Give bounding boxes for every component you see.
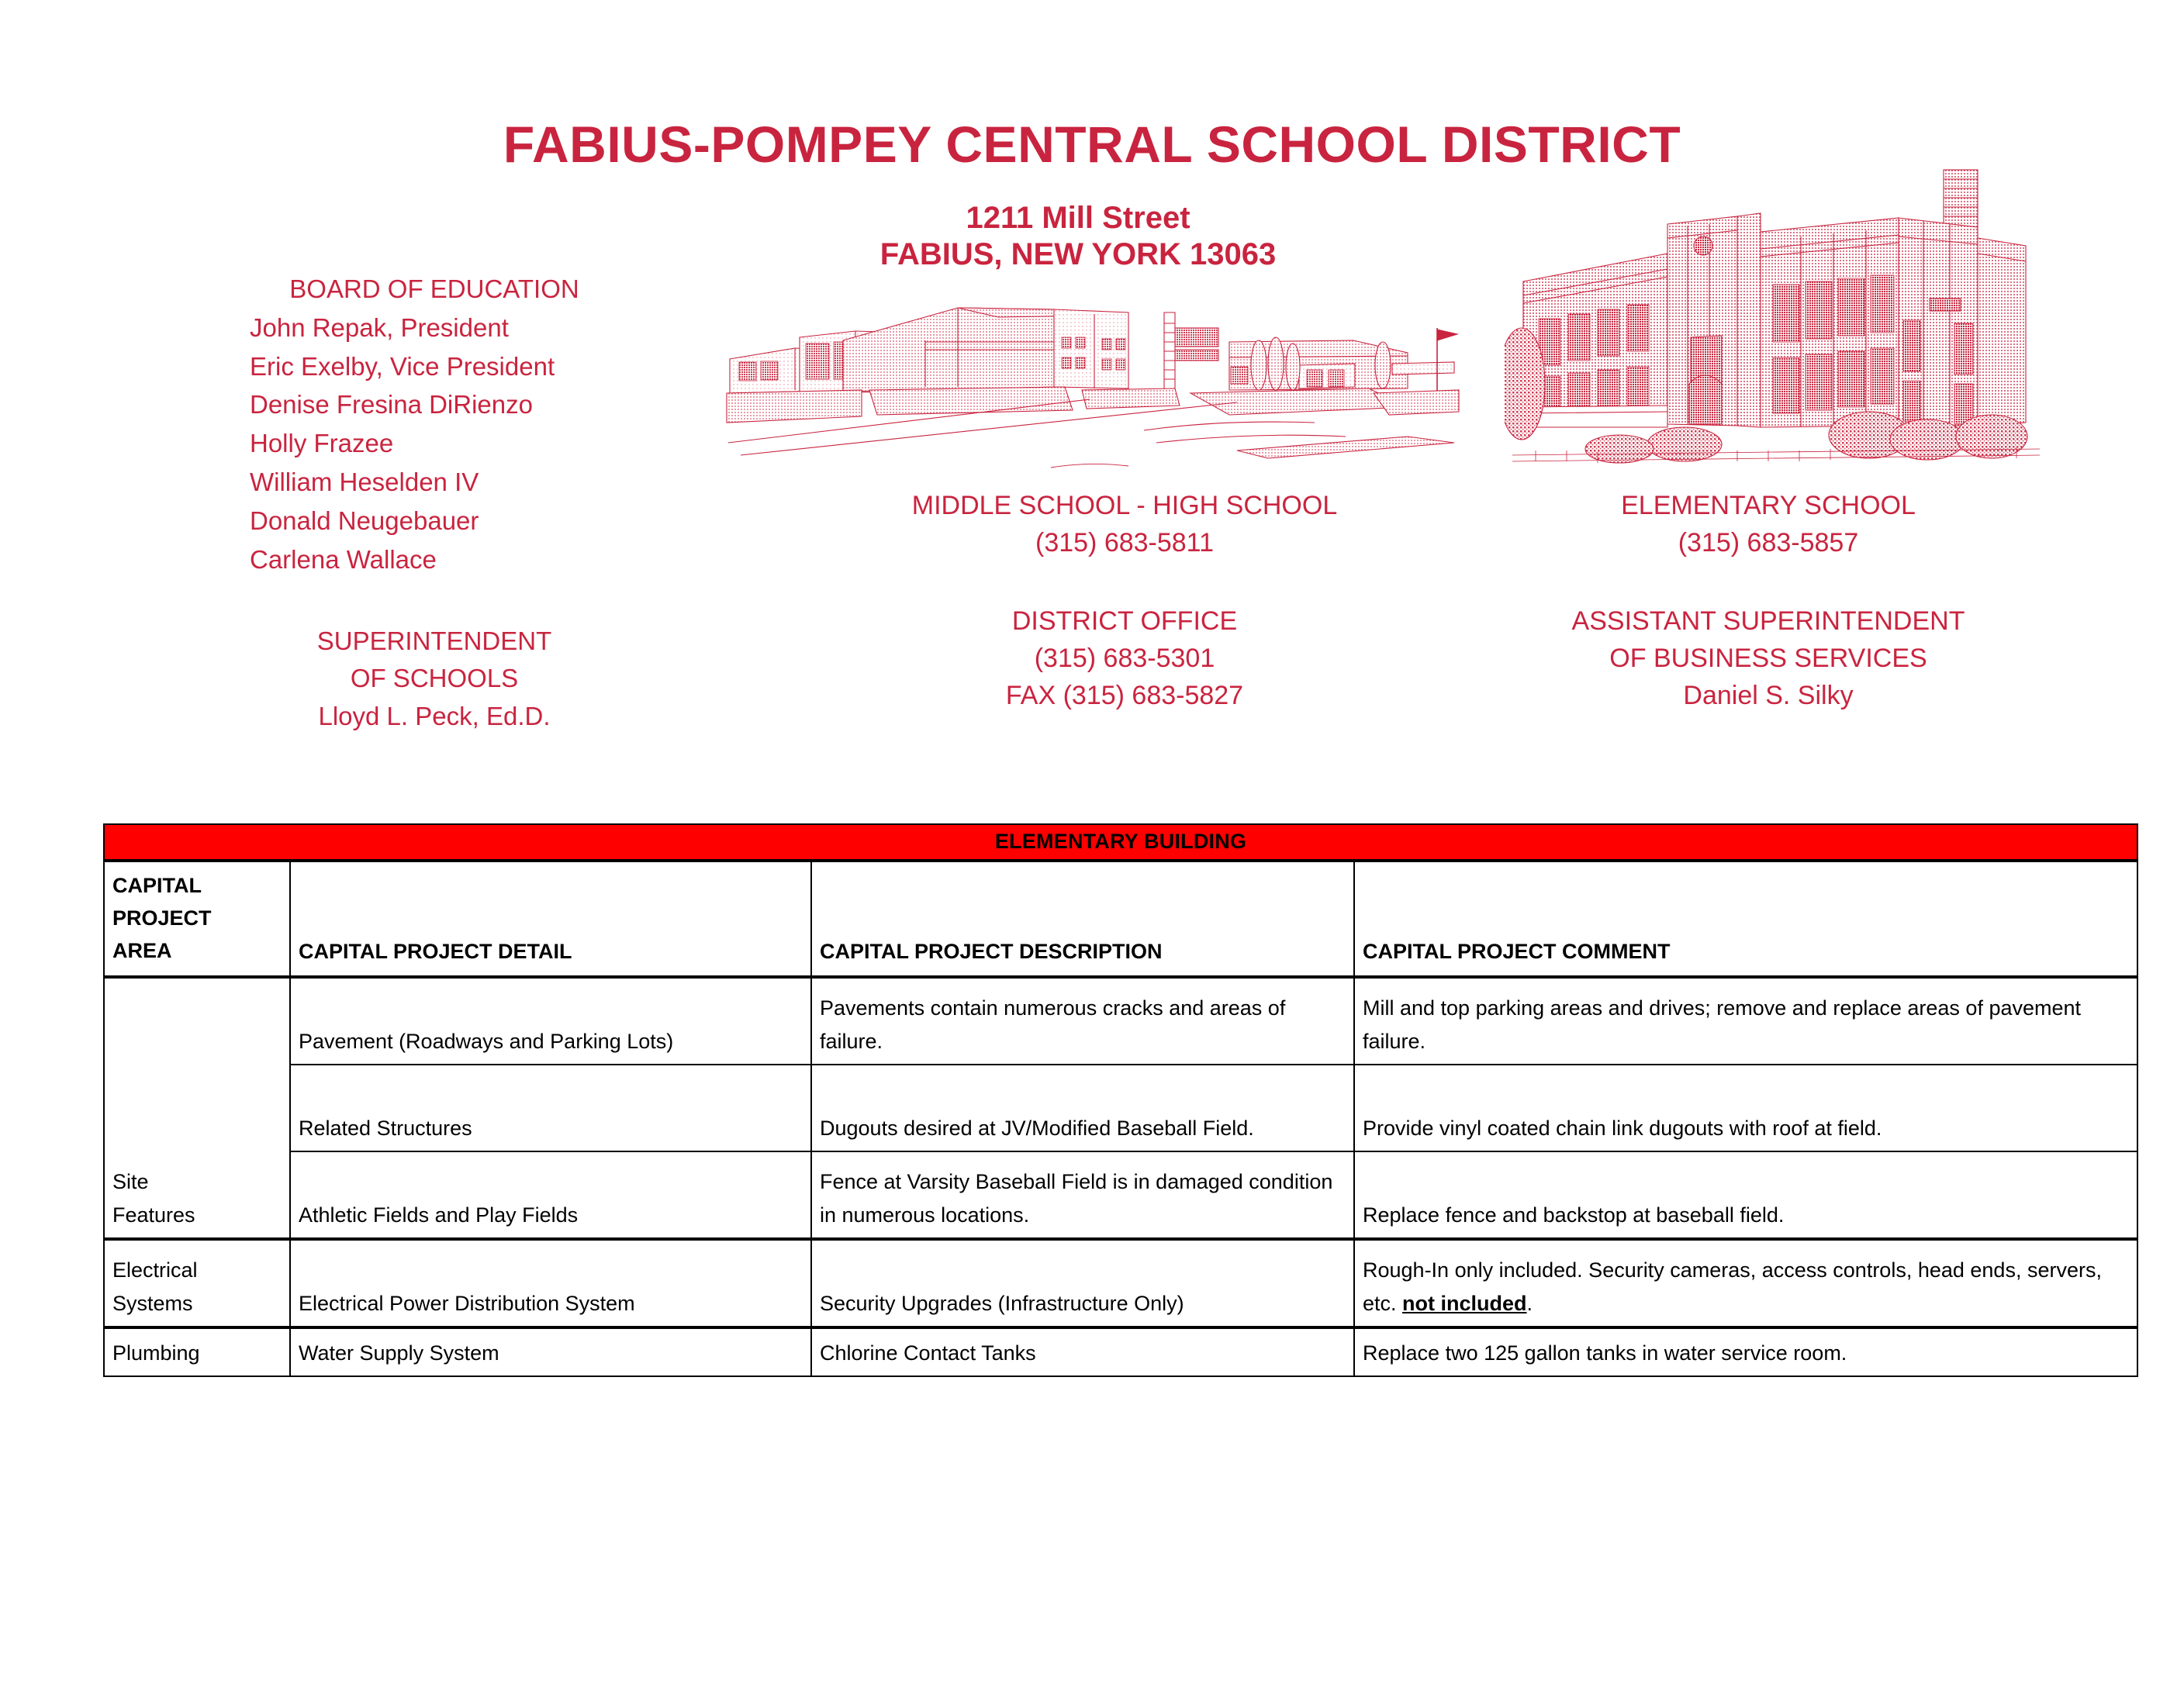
row-area-electrical-systems <box>104 1239 290 1327</box>
row-detail: Athletic Fields and Play Fields <box>290 1151 811 1239</box>
row-description: Dugouts desired at JV/Modified Baseball Field. <box>811 1065 1354 1151</box>
district-address <box>682 200 1474 273</box>
board-member: Denise Fresina DiRienzo <box>250 390 533 419</box>
superintendent-name: Lloyd L. Peck, Ed.D. <box>318 702 551 731</box>
district-office-label: DISTRICT OFFICE <box>1011 606 1238 636</box>
row-comment: Mill and top parking areas and drives; remove and replace areas of pavement failure. <box>1354 977 2137 1065</box>
row-comment: Replace fence and backstop at baseball field. <box>1354 1151 2137 1239</box>
middle-contact-column <box>791 487 1458 714</box>
row-detail: Pavement (Roadways and Parking Lots) <box>290 977 811 1065</box>
middle-high-school-label: MIDDLE SCHOOL - HIGH SCHOOL <box>911 491 1338 520</box>
superintendent-title-line2: OF SCHOOLS <box>350 664 519 693</box>
assistant-superintendent-title-line1: ASSISTANT SUPERINTENDENT <box>1571 606 1965 636</box>
assistant-superintendent-title-line2: OF BUSINESS SERVICES <box>1609 643 1927 673</box>
board-of-education-block <box>194 270 675 736</box>
column-header-capital-project-comment: CAPITAL PROJECT COMMENT <box>1354 861 2137 977</box>
board-of-education-heading: BOARD OF EDUCATION <box>289 274 579 303</box>
column-header-capital-project-description: CAPITAL PROJECT DESCRIPTION <box>811 861 1354 977</box>
superintendent-title-line1: SUPERINTENDENT <box>316 626 552 655</box>
address-city-state-zip: FABIUS, NEW YORK 13063 <box>879 237 1277 272</box>
row-description: Pavements contain numerous cracks and areas of failure. <box>811 977 1354 1065</box>
address-street: 1211 Mill Street <box>966 201 1190 235</box>
area-label-line2: Systems <box>112 1292 193 1316</box>
board-member: Carlena Wallace <box>250 544 437 574</box>
board-member: Donald Neugebauer <box>250 506 479 535</box>
superintendent-block <box>194 623 675 736</box>
row-description: Chlorine Contact Tanks <box>811 1327 1354 1376</box>
assistant-superintendent-name: Daniel S. Silky <box>1683 681 1854 711</box>
building-band-title: ELEMENTARY BUILDING <box>104 824 2137 861</box>
district-office-fax: FAX (315) 683-5827 <box>1005 681 1244 711</box>
spacer <box>791 562 1458 602</box>
table-column-header-row <box>104 861 2137 977</box>
row-comment: Replace two 125 gallon tanks in water service room. <box>1354 1327 2137 1376</box>
row-description: Fence at Varsity Baseball Field is in damaged condition in numerous locations. <box>811 1151 1354 1239</box>
column-header-capital-project-detail: CAPITAL PROJECT DETAIL <box>290 861 811 977</box>
row-comment: Provide vinyl coated chain link dugouts with roof at field. <box>1354 1065 2137 1151</box>
elementary-school-label: ELEMENTARY SCHOOL <box>1621 491 1916 520</box>
middle-high-school-phone: (315) 683-5811 <box>1035 528 1214 558</box>
page-title: FABIUS-POMPEY CENTRAL SCHOOL DISTRICT <box>503 116 1681 173</box>
right-contact-column <box>1474 487 2063 714</box>
area-label-line2: Features <box>112 1203 195 1227</box>
table-row <box>104 1239 2137 1327</box>
row-detail: Water Supply System <box>290 1327 811 1376</box>
row-area-plumbing: Plumbing <box>104 1327 290 1376</box>
elementary-school-phone: (315) 683-5857 <box>1678 528 1859 558</box>
letterhead <box>0 0 2184 775</box>
row-description: Security Upgrades (Infrastructure Only) <box>811 1239 1354 1327</box>
area-label-line1: Site <box>112 1169 149 1193</box>
row-comment <box>1354 1239 2137 1327</box>
table-row <box>104 1151 2137 1239</box>
table-row <box>104 977 2137 1065</box>
board-member: John Repak, President <box>250 312 509 342</box>
column-header-capital-project-area <box>104 861 290 977</box>
row-detail: Related Structures <box>290 1065 811 1151</box>
spacer <box>1474 562 2063 602</box>
column-header-area-line3: AREA <box>112 938 172 962</box>
capital-project-table-wrapper <box>103 823 2137 1377</box>
table-row <box>104 1327 2137 1376</box>
elementary-school-building-illustration <box>1505 151 2047 477</box>
area-label-line1: Electrical <box>112 1258 198 1282</box>
table-band-header <box>104 824 2137 861</box>
board-member: Eric Exelby, Vice President <box>250 351 555 381</box>
row-area-site-features <box>104 977 290 1239</box>
row-comment-prefix: Rough-In only included. Security cameras, access controls, head ends, servers, etc. <box>1363 1258 2102 1316</box>
column-header-area-line1: CAPITAL <box>112 874 202 897</box>
middle-high-school-building-illustration <box>725 306 1462 485</box>
column-header-area-line2: PROJECT <box>112 906 212 930</box>
table-row <box>104 1065 2137 1151</box>
district-office-phone: (315) 683-5301 <box>1034 643 1215 673</box>
capital-project-table <box>103 823 2138 1377</box>
row-comment-emphasis: not included <box>1402 1292 1527 1316</box>
board-member: Holly Frazee <box>250 429 394 458</box>
board-member: William Heselden IV <box>250 468 479 497</box>
row-comment-suffix: . <box>1526 1292 1533 1316</box>
row-detail: Electrical Power Distribution System <box>290 1239 811 1327</box>
